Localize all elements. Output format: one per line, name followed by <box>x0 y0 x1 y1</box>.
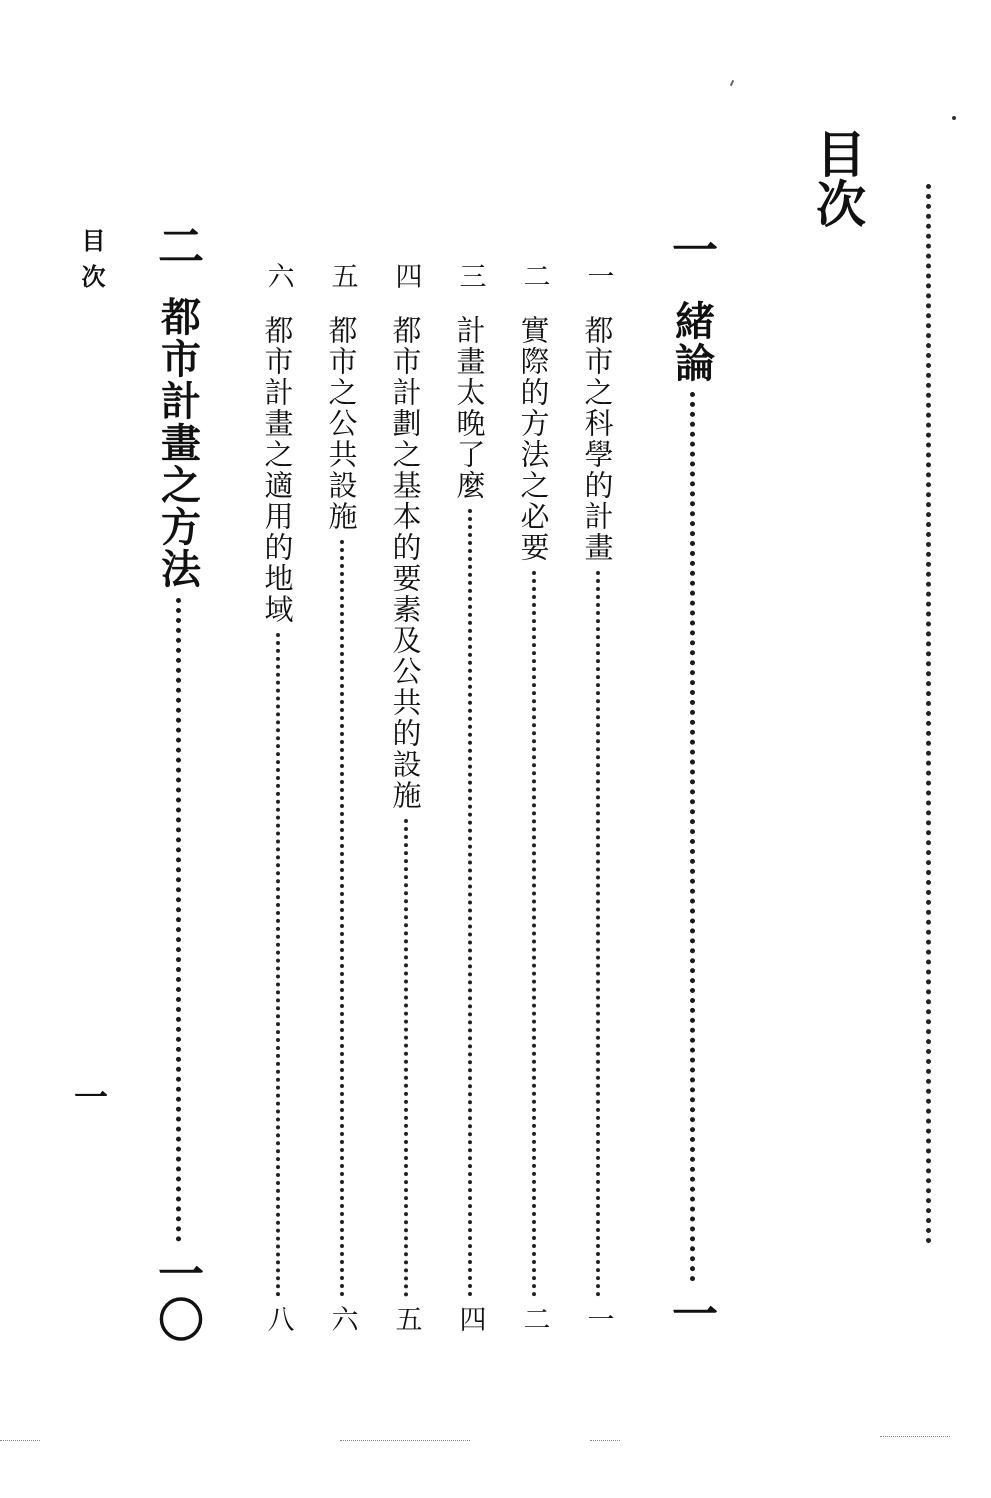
leader-dots <box>468 509 472 1297</box>
toc-section-2 <box>514 262 554 1332</box>
section-number: 一 <box>582 262 614 289</box>
section-title: 都市之公共設施 <box>324 315 359 532</box>
section-number: 二 <box>518 262 550 289</box>
section-title: 都市計劃之基本的要素及公共的設施 <box>388 315 423 811</box>
toc-section-4 <box>386 262 426 1332</box>
edge-dot-column <box>926 184 931 1244</box>
folio-page-number: 一 <box>74 1078 108 1118</box>
chapter-title: 緒論 <box>668 300 716 384</box>
section-title: 都市計畫之適用的地域 <box>260 315 295 625</box>
section-page-number: 六 <box>326 1305 358 1332</box>
scan-speck <box>952 116 956 120</box>
leader-dots <box>690 392 695 1282</box>
chapter-page-number: 一〇 <box>151 1250 205 1342</box>
leader-dots <box>176 598 181 1242</box>
leader-dots <box>340 540 344 1297</box>
toc-chapter-1 <box>664 226 720 1336</box>
toc-section-5 <box>322 262 362 1332</box>
page-title: 目次 <box>808 128 867 228</box>
leader-dots <box>276 633 280 1297</box>
toc-section-6 <box>258 262 298 1332</box>
scan-noise <box>880 1436 950 1437</box>
chapter-page-number: 一 <box>665 1290 719 1336</box>
chapter-number: 一 <box>665 226 719 272</box>
scan-noise <box>340 1440 470 1441</box>
section-title: 實際的方法之必要 <box>516 315 551 563</box>
section-number: 六 <box>262 262 294 289</box>
toc-chapter-2 <box>150 222 206 1342</box>
leader-dots <box>532 571 536 1297</box>
scan-speck <box>730 80 734 86</box>
chapter-number: 二 <box>151 222 205 268</box>
scan-noise <box>590 1440 620 1441</box>
section-title: 計畫太晚了麼 <box>452 315 487 501</box>
section-page-number: 四 <box>454 1305 486 1332</box>
section-page-number: 一 <box>582 1305 614 1332</box>
section-title: 都市之科學的計畫 <box>580 315 615 563</box>
toc-section-3 <box>450 262 490 1332</box>
section-number: 五 <box>326 262 358 289</box>
running-header: 目次 <box>77 228 106 300</box>
section-number: 三 <box>454 262 486 289</box>
leader-dots <box>404 819 408 1297</box>
leader-dots <box>596 571 600 1297</box>
toc-section-1 <box>578 262 618 1332</box>
chapter-title: 都市計畫之方法 <box>154 296 202 590</box>
section-page-number: 八 <box>262 1305 294 1332</box>
section-page-number: 五 <box>390 1305 422 1332</box>
section-number: 四 <box>390 262 422 289</box>
scan-noise <box>0 1440 40 1441</box>
section-page-number: 二 <box>518 1305 550 1332</box>
